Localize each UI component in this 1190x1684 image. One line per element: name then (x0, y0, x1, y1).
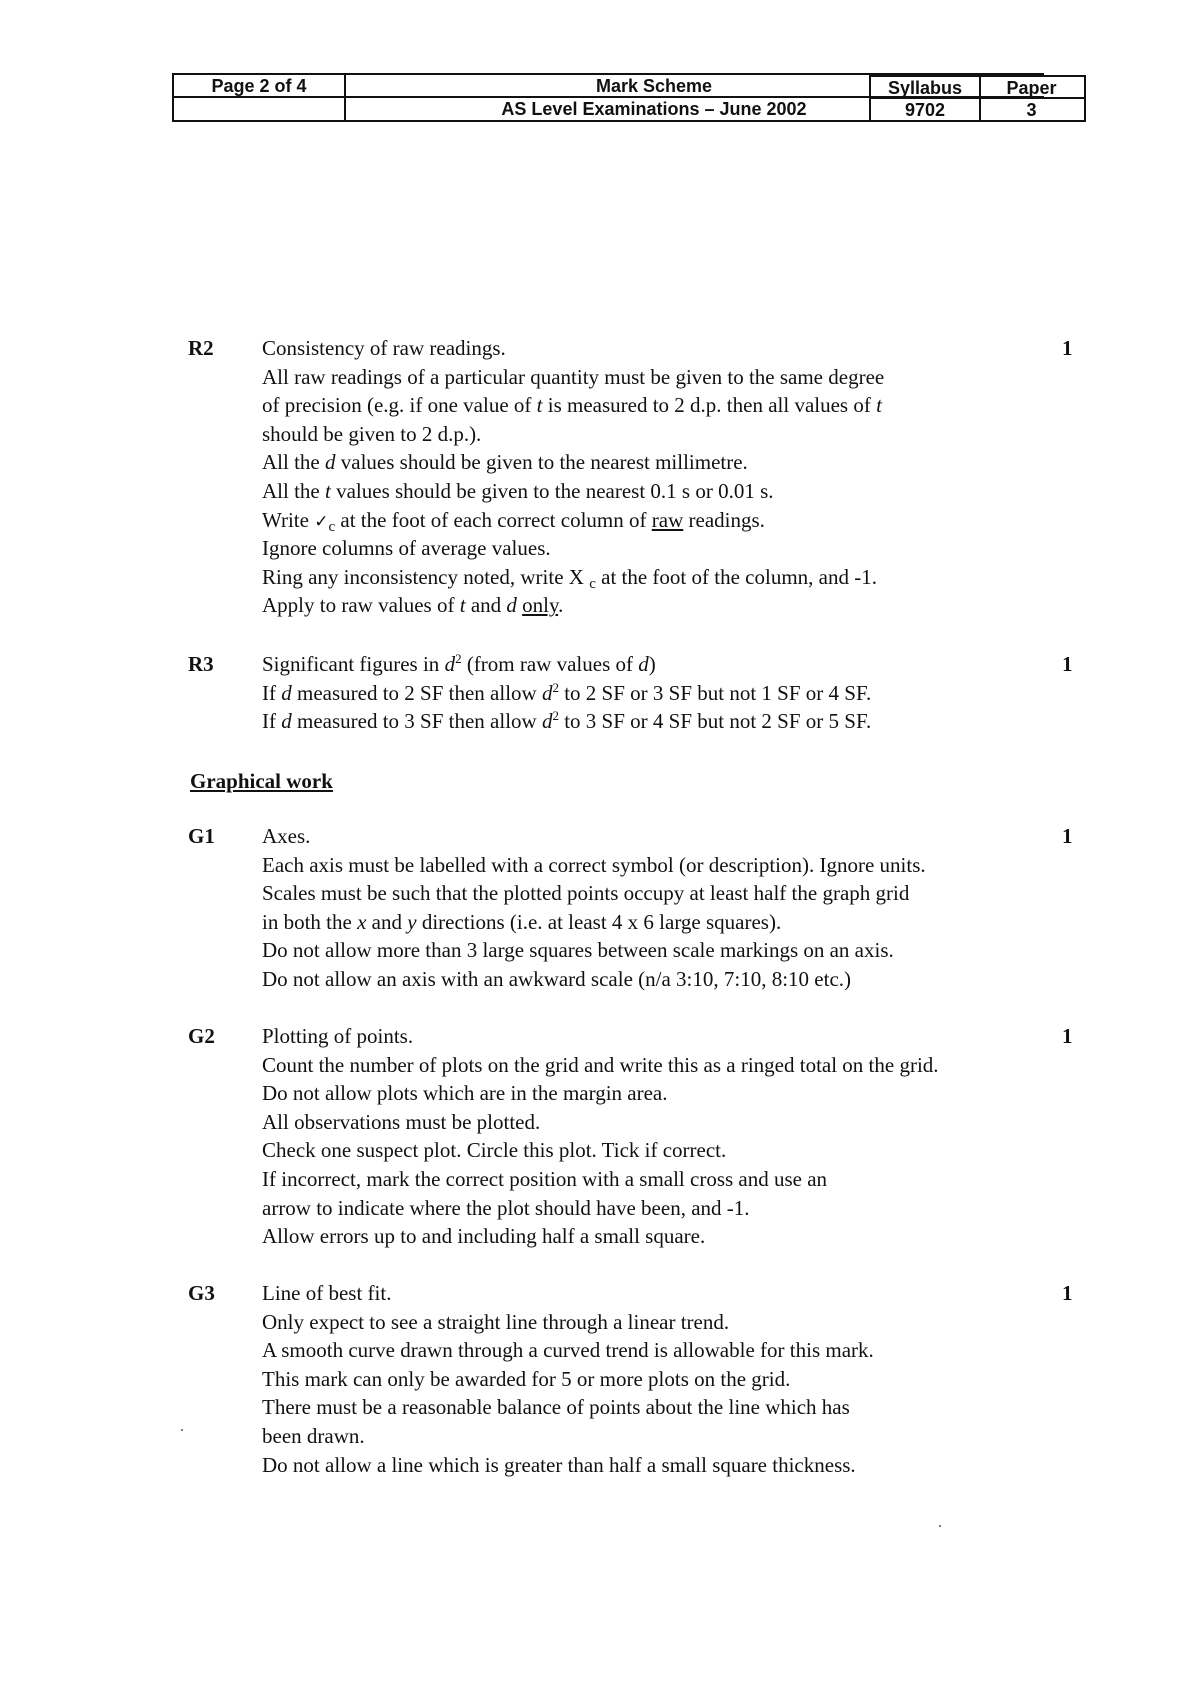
criterion-text (262, 334, 884, 620)
scan-speck (939, 1525, 941, 1527)
header-title: Mark Scheme (595, 76, 713, 96)
text-line: Significant figures in $d^2$ (from raw values of d) (262, 651, 656, 676)
header-syllabus-label: Syllabus (887, 78, 963, 98)
text-line: There must be a reasonable balance of points about the line which has (262, 1395, 850, 1420)
text-line: Do not allow a line which is greater than half a small square thickness. (262, 1452, 856, 1477)
text-line: Check one suspect plot. Circle this plot. Tick if correct. (262, 1138, 727, 1163)
text-line: Count the number of plots on the grid and write this as a ringed total on the grid. (262, 1052, 939, 1077)
text-line: Ignore columns of average values. (262, 536, 551, 561)
text-line: Consistency of raw readings. (262, 336, 506, 360)
text-line: Do not allow plots which are in the margin area. (262, 1081, 668, 1106)
criterion-text (262, 650, 871, 736)
header-page-cell (172, 73, 346, 98)
header-syllabus-value-cell (869, 97, 981, 122)
criterion-mark: 1 (1062, 824, 1073, 848)
text-line: Allow errors up to and including half a small square. (262, 1224, 706, 1249)
text-line: This mark can only be awarded for 5 or more plots on the grid. (262, 1366, 791, 1391)
check-mark-icon: ✓ (314, 511, 329, 532)
header-syllabus-value: 9702 (904, 100, 946, 120)
text-line: Only expect to see a straight line through a linear trend. (262, 1309, 730, 1334)
scan-speck (181, 1429, 183, 1431)
criterion-mark: 1 (1062, 336, 1073, 360)
criterion-code: G1 (188, 824, 215, 848)
text-line: Axes. (262, 824, 311, 848)
header-paper-value-cell (979, 97, 1086, 122)
text-line: Ring any inconsistency noted, write X $_c$ at the foot of the column, and -1. (262, 564, 877, 592)
text-line: Plotting of points. (262, 1024, 414, 1048)
criterion-mark: 1 (1062, 1024, 1073, 1048)
text-line: If incorrect, mark the correct position with a small cross and use an (262, 1166, 828, 1191)
criterion-code: R3 (188, 652, 214, 676)
text-line: All raw readings of a particular quantity must be given to the same degree (262, 364, 885, 389)
text-line: arrow to indicate where the plot should have been, and -1. (262, 1195, 750, 1220)
text-line: All the d values should be given to the nearest millimetre. (262, 450, 748, 475)
text-line: in both the x and y directions (i.e. at least 4 x 6 large squares). (262, 909, 782, 934)
header-table (172, 73, 1086, 123)
text-line: Do not allow more than 3 large squares between scale markings on an axis. (262, 938, 894, 963)
header-paper-label: Paper (1006, 78, 1057, 98)
text-line: been drawn. (262, 1423, 365, 1448)
text-line: Do not allow an axis with an awkward scale (n/a 3:10, 7:10, 8:10 etc.) (262, 966, 852, 991)
header-paper-cell (979, 75, 1086, 99)
text-line: Line of best fit. (262, 1281, 392, 1305)
text-line: Each axis must be labelled with a correct symbol (or description). Ignore units. (262, 852, 926, 877)
text-line: If d measured to 3 SF then allow $d^2$ to 3 SF or 4 SF but not 2 SF or 5 SF. (262, 708, 872, 734)
header-syllabus-cell (869, 75, 981, 99)
text-line: If d measured to 2 SF then allow $d^2$ to 2 SF or 3 SF but not 1 SF or 4 SF. (262, 679, 872, 705)
header-subtitle: AS Level Examinations – June 2002 (501, 99, 807, 119)
text-line: All observations must be plotted. (262, 1109, 541, 1134)
text-line: All the t values should be given to the nearest 0.1 s or 0.01 s. (262, 478, 774, 503)
criterion-text (262, 822, 926, 994)
header-blank-cell (172, 96, 346, 122)
text-line: A smooth curve drawn through a curved trend is allowable for this mark. (262, 1338, 874, 1363)
criterion-code: G3 (188, 1281, 215, 1305)
header-page: Page 2 of 4 (211, 76, 307, 96)
section-heading: Graphical work (190, 769, 333, 793)
header-paper-value: 3 (1026, 100, 1037, 120)
criterion-mark: 1 (1062, 1281, 1073, 1305)
text-line: Apply to raw values of t and d only. (262, 593, 564, 618)
text-line: Write $✓_c$ at the foot of each correct column of raw readings. (262, 507, 765, 535)
text-line: should be given to 2 d.p.). (262, 421, 482, 446)
criterion-text (262, 1022, 939, 1251)
criterion-mark: 1 (1062, 652, 1073, 676)
text-line: Scales must be such that the plotted points occupy at least half the graph grid (262, 881, 910, 906)
text-line: of precision (e.g. if one value of t is measured to 2 d.p. then all values of t (262, 393, 882, 418)
criterion-text (262, 1279, 874, 1479)
criterion-code: G2 (188, 1024, 215, 1048)
criterion-code: R2 (188, 336, 214, 360)
